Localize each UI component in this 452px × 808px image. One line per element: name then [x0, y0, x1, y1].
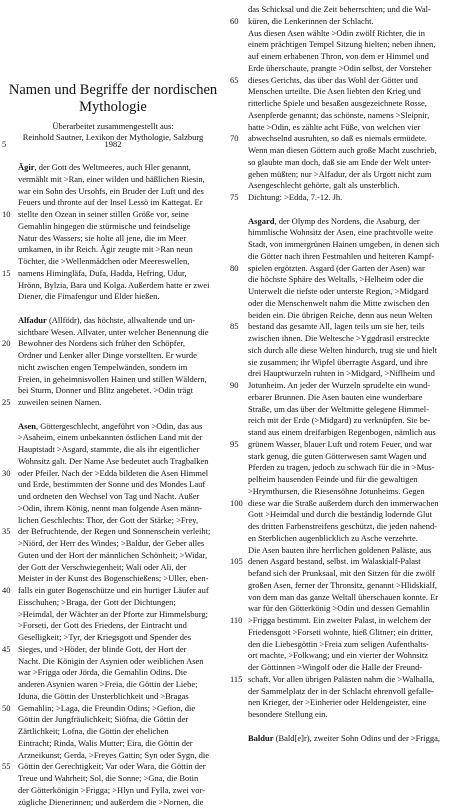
line-text: Wenn man diesen Göttern auch große Macht zuschrieb, — [248, 145, 450, 157]
text-line — [0, 186, 226, 198]
text-line — [0, 362, 226, 374]
text-line — [0, 620, 226, 632]
text-line — [0, 315, 226, 327]
text-line — [226, 733, 452, 745]
entry-line — [18, 315, 222, 327]
line-text: Dichtung: >Edda, 7.-12. Jh. — [248, 192, 450, 204]
line-number: 15 — [2, 268, 18, 280]
text-line — [226, 321, 452, 333]
line-text: besondere Stellung ein. — [248, 709, 450, 721]
line-text: der Götterkönigin >Frigga; >Hlyn und Fylla, zwei vor- — [18, 785, 222, 797]
text-line — [226, 721, 452, 733]
line-number: 60 — [230, 16, 246, 28]
text-line — [0, 303, 226, 315]
text-line — [226, 333, 452, 345]
line-number: 30 — [2, 468, 18, 480]
text-line — [0, 691, 226, 703]
line-text: Zärtlichkeit; Lofna, die Göttin der ehelichen — [18, 726, 222, 738]
entry-headword: Asen — [18, 421, 36, 431]
text-line — [226, 345, 452, 357]
text-line — [0, 703, 226, 715]
text-line — [0, 197, 226, 209]
text-line — [226, 380, 452, 392]
line-text: oder die Menschenwelt nahm die Mitte zwischen den — [248, 298, 450, 310]
line-number: 35 — [2, 526, 18, 538]
page-title-line-1: Namen und Begriffe der nordischen — [0, 82, 226, 99]
text-line — [0, 491, 226, 503]
line-text: >Hrymthursen, die Riesensöhne Jotunheims. Gegen — [248, 486, 450, 498]
line-text: drei Hauptwurzeln ruhten in >Midgard, >Niflheim und — [248, 368, 450, 380]
line-text: Meister in der Kunst des Bogenschießens; >Uller, eben- — [18, 573, 222, 585]
entry-headword: Alfadur — [18, 315, 47, 325]
text-line — [226, 16, 452, 28]
text-line — [0, 503, 226, 515]
line-number: 70 — [230, 133, 246, 145]
line-text: en Sterblichen augenblicklich zu Asche verzehrte. — [248, 533, 450, 545]
entry-line — [18, 421, 222, 433]
entry-line — [248, 733, 450, 745]
line-text: Erde überschaute, prangte >Odin selbst, der Vorsteher — [248, 63, 450, 75]
line-number: 10 — [2, 209, 18, 221]
line-text: anderen Asynien waren >Freia, die Göttin der Liebe; — [18, 679, 222, 691]
line-text: Aus diesen Asen wählte >Odin zwölf Richter, die in — [248, 28, 450, 40]
text-line — [226, 204, 452, 216]
line-text: stark genug, die guten Götterwesen samt Wagen und — [248, 451, 450, 463]
line-text: Friedensgott >Forseti wohnte, hieß Glitner; ein dritter, — [248, 627, 450, 639]
text-line — [0, 338, 226, 350]
text-line — [226, 498, 452, 510]
line-text: Diener, die Fimafengur und Elder hießen. — [18, 291, 222, 303]
line-text: auf einem erhabenen Thron, von dem er Himmel und — [248, 51, 450, 63]
text-line — [0, 667, 226, 679]
entry-text: , der Gott des Weltmeeres, auch Hler genannt, — [35, 162, 191, 172]
line-text: die höchste Sphäre des Weltalls, >Helheim oder die — [248, 274, 450, 286]
text-line — [0, 397, 226, 409]
text-line — [226, 4, 452, 16]
text-line — [0, 209, 226, 221]
line-text: Gott >Heimdal und durch die beständig lodernde Glut — [248, 509, 450, 521]
line-number: 75 — [230, 192, 246, 204]
line-text: sich durch alle diese Welten hindurch, trug sie und hielt — [248, 345, 450, 357]
line-text: der Göttinnen >Wingolf oder die Halle der Freund- — [248, 662, 450, 674]
line-text: Unterwelt die tiefste oder unterste Region, >Midgard — [248, 286, 450, 298]
text-line — [226, 521, 452, 533]
line-text: hatte >Odin, es zählte acht Füße, von welchen vier — [248, 122, 450, 134]
line-text: zügliche Dienerinnen; und außerdem die >Nornen, die — [18, 797, 222, 808]
text-line — [0, 409, 226, 421]
line-text: lichen Geschlechts: Thor, der Gott der Stärke; >Frey, — [18, 515, 222, 527]
text-line — [0, 374, 226, 386]
entry-line — [248, 216, 450, 228]
text-line — [0, 644, 226, 656]
line-number: 110 — [230, 615, 246, 627]
text-line — [0, 233, 226, 245]
line-text: Die Asen bauten ihre herrlichen goldenen Paläste, aus — [248, 545, 450, 557]
line-text: der Sammelplatz der in der Schlacht ehrenvoll gefalle- — [248, 686, 450, 698]
entry-text: , Göttergeschlecht, angeführt von >Odin, das aus — [36, 421, 202, 431]
entry-text: , der Olymp des Nordens, die Asaburg, der — [274, 216, 419, 226]
line-text: küren, die Lenkerinnen der Schlacht. — [248, 16, 450, 28]
line-number: 25 — [2, 397, 18, 409]
text-line — [226, 298, 452, 310]
text-line — [226, 615, 452, 627]
line-text: Natur des Wassers; sie holte all jene, die im Meer — [18, 233, 222, 245]
text-line — [226, 274, 452, 286]
line-text: beiden ein. Die übrigen Reiche, denn aus neun Welten — [248, 310, 450, 322]
line-text: den die Liebesgöttin >Freia zum seligen Aufenthalts- — [248, 639, 450, 651]
line-text: pelheim hausenden Feinde und für die gewaltigen — [248, 474, 450, 486]
entry-headword: Baldur — [248, 733, 274, 743]
line-text: Feuers und thronte auf der Insel Lessö im Kattegat. Er — [18, 197, 222, 209]
text-line — [226, 145, 452, 157]
entry-text: (Bald[e]r), zweiter Sohn Odins und der >Frigga, — [274, 733, 441, 743]
text-line — [0, 797, 226, 808]
line-number: 55 — [2, 761, 18, 773]
line-text: vermählt mit >Ran, einer wilden und häßlichen Riesin, — [18, 174, 222, 186]
text-line — [226, 568, 452, 580]
line-text: Nacht. Die Königin der Asynien oder weiblichen Asen — [18, 656, 222, 668]
text-line — [226, 157, 452, 169]
line-text: Gemahlin; >Laga, die Freundin Odins; >Gefion, die — [18, 703, 222, 715]
text-line — [226, 263, 452, 275]
line-text: >Forseti, der Gott des Friedens, der Eintracht und — [18, 620, 222, 632]
line-text: das Schicksal und die Zeit beherrschten; und die Wal- — [248, 4, 450, 16]
text-line — [226, 545, 452, 557]
text-line — [226, 28, 452, 40]
text-line — [226, 51, 452, 63]
text-line — [226, 486, 452, 498]
text-line — [226, 216, 452, 228]
text-line — [226, 474, 452, 486]
line-text: Gemahlin hingegen die stürmische und feindselige — [18, 221, 222, 233]
line-text: gehen müßten; nur >Alfadur, der als Urgott nicht zum — [248, 169, 450, 181]
line-text: Wohnsitz galt. Der Name Ase bedeutet auch Tragbalken — [18, 456, 222, 468]
text-line — [226, 603, 452, 615]
text-line — [0, 280, 226, 292]
line-text: Straße, um das über der Weltmitte gelegene Himmel- — [248, 404, 450, 416]
text-line — [226, 86, 452, 98]
text-line — [226, 122, 452, 134]
text-line — [0, 221, 226, 233]
text-line — [0, 444, 226, 456]
text-line — [226, 627, 452, 639]
line-text: bestand das gesamte All, lagen teils um sie her, teils — [248, 321, 450, 333]
line-text: Freien, in geheimnisvollen Hainen und stillen Wäldern, — [18, 374, 222, 386]
text-line — [0, 656, 226, 668]
line-text: Hrönn, Bylzia, Bara und Kolga. Außerdem hatte er zwei — [18, 280, 222, 292]
line-text: Arzneikunst; Gerda, >Freyes Gattin; Syn oder Sygn, die — [18, 750, 222, 762]
line-number: 5 — [2, 139, 18, 151]
text-line — [226, 639, 452, 651]
line-text: >Heimdal, der Wächter an der Pforte zur Himmelsburg; — [18, 609, 222, 621]
text-line — [226, 169, 452, 181]
line-number: 45 — [2, 644, 18, 656]
text-line — [0, 256, 226, 268]
text-line — [226, 180, 452, 192]
line-text: und Erde, bestimmten der Sonne und des Mondes Lauf — [18, 479, 222, 491]
line-text: Asenpferde genannt; das schönste, namens >Sleipnir, — [248, 110, 450, 122]
line-text: ort machte, >Folkwang; und ein vierter der Wohnsitz — [248, 650, 450, 662]
line-text: umkamen, in ihr Reich. Ägir zeugte mit >Ran neun — [18, 244, 222, 256]
text-line — [0, 609, 226, 621]
entry-line — [18, 162, 222, 174]
line-text: Eintracht; Rinda, Walis Mutter; Eira, die Göttin der — [18, 738, 222, 750]
text-line — [226, 650, 452, 662]
text-line — [0, 738, 226, 750]
line-number: 50 — [2, 703, 18, 715]
text-line — [226, 110, 452, 122]
line-text: diese war die Straße außerdem durch den immerwachen — [248, 498, 450, 510]
text-line — [0, 750, 226, 762]
text-line — [226, 533, 452, 545]
text-line — [0, 350, 226, 362]
line-number: 20 — [2, 338, 18, 350]
line-text: reich mit der Erde (>Midgard) zu verknüpfen. Sie be- — [248, 415, 450, 427]
text-line — [0, 162, 226, 174]
line-text: Asengeschlecht gehörte, galt als unsterblich. — [248, 180, 450, 192]
text-line — [0, 726, 226, 738]
line-number: 115 — [230, 674, 246, 686]
text-line — [226, 592, 452, 604]
text-line — [226, 98, 452, 110]
right-text-lines — [226, 4, 452, 744]
line-text: schaft. Vor allen übrigen Palästen nahm die >Walhalla, — [248, 674, 450, 686]
line-text: sie zusammen; ihr Wipfel überragte Asgard, und ihre — [248, 357, 450, 369]
line-text: Pferden zu tragen, jedoch zu schwach für die in >Mus- — [248, 462, 450, 474]
line-text: Sieges, und >Höder, der blinde Gott, der Hort der — [18, 644, 222, 656]
text-line — [226, 392, 452, 404]
entry-headword: Asgard — [248, 216, 274, 226]
text-line — [0, 432, 226, 444]
line-text: Göttin der Jungfräulichkeit; Siöfna, die Göttin der — [18, 714, 222, 726]
text-line — [0, 785, 226, 797]
line-text: >Niörd, der Herr des Windes; >Baldur, der Geber alles — [18, 538, 222, 550]
text-line — [0, 550, 226, 562]
line-text: großen Asen, ferner der Thronsitz, genannt >Hlidskialf, — [248, 580, 450, 592]
line-text: erbarer Brunnen. Die Asen bauten eine wunderbare — [248, 392, 450, 404]
line-text: Iduna, die Göttin der Unsterblichkeit und >Bragas — [18, 691, 222, 703]
line-text: >Frigga bestimmt. Ein zweiter Palast, in welchem der — [248, 615, 450, 627]
line-text: Göttin der Gerechtigkeit; Var oder Wara, die Göttin der — [18, 761, 222, 773]
line-text: Hauptstadt >Asgard, stammte, die als ihr eigentlicher — [18, 444, 222, 456]
text-line — [226, 368, 452, 380]
text-line — [0, 585, 226, 597]
line-text: war ein Sohn des Ursohfs, ein Bruder der Luft und des — [18, 186, 222, 198]
text-line — [0, 562, 226, 574]
line-text: denen Asgard bestand, selbst. im Walaskialf-Palast — [248, 556, 450, 568]
text-line — [226, 357, 452, 369]
text-line — [226, 439, 452, 451]
line-text: des dritten Farbenstreifens geschützt, die jeden nahend- — [248, 521, 450, 533]
text-line — [226, 451, 452, 463]
line-text: von dem man das ganze Weltall überschauen konnte. Er — [248, 592, 450, 604]
text-line — [226, 686, 452, 698]
text-line — [226, 192, 452, 204]
text-line — [0, 773, 226, 785]
text-line — [0, 327, 226, 339]
text-line — [226, 404, 452, 416]
line-text: war >Frigga oder Jörda, die Gemahlin Odins. Die — [18, 667, 222, 679]
line-text: einem prächtigen Tempel Sitzung hielten; neben ihnen, — [248, 39, 450, 51]
page-title-line-2: Mythologie — [0, 99, 226, 116]
line-text: war für den Götterkönig >Odin und dessen Gemahlin — [248, 603, 450, 615]
text-line — [226, 310, 452, 322]
line-text: Jotunheim. An jeder der Wurzeln sprudelte ein wund- — [248, 380, 450, 392]
text-line — [226, 415, 452, 427]
text-line — [0, 714, 226, 726]
source-year: 1982 — [0, 139, 226, 151]
line-text: oder Pfeiler. Nach der >Edda bildeten die Asen Himmel — [18, 468, 222, 480]
line-text: bei Sturm, Donner und Blitz angebetet. >Odin trägt — [18, 385, 222, 397]
text-line — [0, 597, 226, 609]
line-number: 40 — [2, 585, 18, 597]
text-line — [0, 479, 226, 491]
text-line — [226, 227, 452, 239]
text-line — [0, 632, 226, 644]
left-text-lines — [0, 162, 226, 808]
text-line — [226, 509, 452, 521]
text-line — [0, 526, 226, 538]
line-text: dieses Gerichts, das über das Wohl der Götter und — [248, 75, 450, 87]
line-number: 95 — [230, 439, 246, 451]
text-line — [0, 538, 226, 550]
text-line — [0, 385, 226, 397]
text-line — [226, 427, 452, 439]
line-text: Geselligkeit; >Tyr, der Kriegsgott und Spender des — [18, 632, 222, 644]
line-text: zuweilen seinen Namen. — [18, 397, 222, 409]
line-number: 105 — [230, 556, 246, 568]
entry-headword: Ägir — [18, 162, 35, 172]
text-line — [226, 674, 452, 686]
line-number: 80 — [230, 263, 246, 275]
text-line — [226, 697, 452, 709]
text-line — [0, 421, 226, 433]
text-line — [226, 286, 452, 298]
text-line — [0, 268, 226, 280]
line-text: sichtbare Wesen. Allvater, unter welcher Benennung die — [18, 327, 222, 339]
text-line — [226, 39, 452, 51]
text-line — [0, 761, 226, 773]
line-text: himmlische Wohnsitz der Asen, eine prachtvolle weite — [248, 227, 450, 239]
line-text: nen Krieger, der >Einherier oder Heldengeister, eine — [248, 697, 450, 709]
text-line — [0, 174, 226, 186]
text-line — [0, 679, 226, 691]
line-text: >Odin, ihrem König, nennt man folgende Asen männ- — [18, 503, 222, 515]
line-number: 100 — [230, 498, 246, 510]
line-text: Menschen urteilte. Die Asen liebten den Krieg und — [248, 86, 450, 98]
source-line-3 — [0, 139, 226, 151]
line-text: ritterliche Spiele und besaßen ausgezeichnete Rosse, — [248, 98, 450, 110]
text-line — [0, 468, 226, 480]
text-line — [0, 244, 226, 256]
text-line — [226, 239, 452, 251]
line-number: 90 — [230, 380, 246, 392]
line-text: spielen ergötzten. Asgard (der Garten der Asen) war — [248, 263, 450, 275]
text-line — [226, 63, 452, 75]
line-text: Stadt, von immergrünen Hainen umgeben, in denen sich — [248, 239, 450, 251]
line-text: falls ein guter Bogenschütze und ein hurtiger Läufer auf — [18, 585, 222, 597]
text-line — [226, 580, 452, 592]
text-line — [0, 573, 226, 585]
line-text: der Befruchtende, der Regen und Sonnenschein verleiht; — [18, 526, 222, 538]
source-line-1: Überarbeitet zusammengestellt aus: — [0, 121, 226, 132]
line-text: stellte den Ozean in seiner stillen Größe vor, seine — [18, 209, 222, 221]
text-line — [226, 709, 452, 721]
line-text: namens Himingläfa, Dufa, Hadda, Hefring, Udur, — [18, 268, 222, 280]
line-text: Eisschuhen; >Braga, der Gott der Dichtungen; — [18, 597, 222, 609]
text-line — [226, 462, 452, 474]
source-line-2: Reinhold Sautner, Lexikon der Mythologie, Salzburg — [0, 132, 226, 143]
line-text: nicht zwischen engen Tempelwänden, sondern im — [18, 362, 222, 374]
text-line — [0, 515, 226, 527]
line-text: die Götter nach ihren Festmahlen und heiteren Kampf- — [248, 251, 450, 263]
line-text: so glaubte man doch, daß sie am Ende der Welt unter- — [248, 157, 450, 169]
text-line — [0, 291, 226, 303]
text-line — [226, 251, 452, 263]
text-line — [226, 662, 452, 674]
line-text: >Asaheim, einem unbekannten östlichen Land mit der — [18, 432, 222, 444]
line-text: befand sich der Prunksaal, mit den Sitzen für die zwölf — [248, 568, 450, 580]
text-line — [226, 75, 452, 87]
line-text: und ordneten den Wechsel von Tag und Nacht. Außer — [18, 491, 222, 503]
line-text: Treue und Wahrheit; Sol, die Sonne; >Gna, die Botin — [18, 773, 222, 785]
line-text: Töchter, die >Wellenmädchen oder Meereswellen, — [18, 256, 222, 268]
line-text: grünem Wasser, blauer Luft und rotem Feuer, und war — [248, 439, 450, 451]
line-text: der Gott der Verschwiegenheit; Wali oder Ali, der — [18, 562, 222, 574]
line-text: Guten und der Hort der männlichen Schönheit; >Widar, — [18, 550, 222, 562]
line-text: stand aus einem dreifarbigen Regenbogen, nämlich aus — [248, 427, 450, 439]
line-text: Ordner und Lenker aller Dinge vorstellten. Er wurde — [18, 350, 222, 362]
line-number: 65 — [230, 75, 246, 87]
line-text: zwischen ihnen. Die Weltesche >Yggdrasil erstreckte — [248, 333, 450, 345]
line-text: abwechselnd ausruhten, so daß es niemals ermüdete. — [248, 133, 450, 145]
text-line — [226, 556, 452, 568]
text-line — [0, 456, 226, 468]
line-text: Bewohner des Nordens sich früher den Schöpfer, — [18, 338, 222, 350]
entry-text: (Allfödr), das höchste, allwaltende und un- — [47, 315, 195, 325]
line-number: 85 — [230, 321, 246, 333]
text-line — [226, 133, 452, 145]
